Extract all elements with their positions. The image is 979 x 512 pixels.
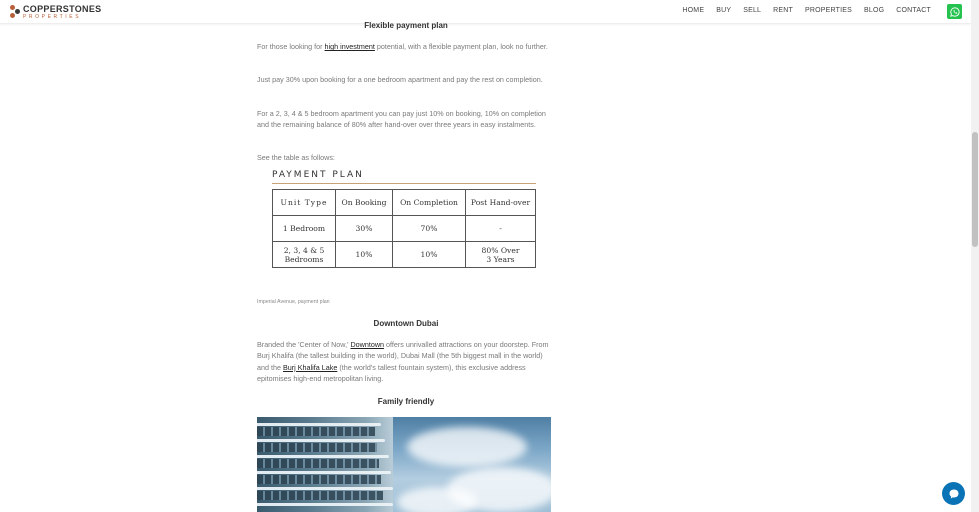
plan-header-on-booking: On Booking bbox=[336, 190, 393, 216]
plan-cell: 30% bbox=[336, 216, 393, 242]
nav-buy[interactable]: BUY bbox=[716, 7, 732, 14]
scrollbar-track[interactable] bbox=[971, 0, 979, 512]
heading-family-friendly: Family friendly bbox=[377, 397, 435, 406]
heading-downtown-dubai: Downtown Dubai bbox=[373, 319, 439, 328]
plan-cell: 80% Over 3 Years bbox=[466, 242, 536, 268]
paragraph-see-table: See the table as follows: bbox=[257, 153, 335, 162]
plan-cell: - bbox=[466, 216, 536, 242]
plan-cell: 10% bbox=[336, 242, 393, 268]
brand-sub: PROPERTIES bbox=[23, 13, 82, 20]
paragraph-investment: For those looking for high investment potential, with a flexible payment plan, look no further. bbox=[257, 42, 548, 51]
image-caption: Imperial Avenue, payment plan bbox=[257, 299, 330, 305]
family-friendly-photo bbox=[257, 417, 551, 512]
plan-header-unit-type: Unit Type bbox=[273, 190, 336, 216]
nav-contact[interactable]: CONTACT bbox=[896, 7, 931, 14]
payment-plan-rule bbox=[272, 183, 536, 184]
plan-header-post-handover: Post Hand-over bbox=[466, 190, 536, 216]
link-burj-khalifa-lake[interactable]: Burj Khalifa Lake bbox=[282, 362, 338, 372]
payment-plan-image bbox=[272, 170, 537, 264]
paragraph-multi-bedroom: For a 2, 3, 4 & 5 bedroom apartment you can pay just 10% on booking, 10% on completion and the remaining balance of 80% after hand-over over three years in easy instalments. bbox=[257, 109, 546, 130]
link-downtown[interactable]: Downtown bbox=[350, 340, 385, 349]
whatsapp-icon bbox=[950, 7, 960, 17]
nav-rent[interactable]: RENT bbox=[773, 7, 794, 14]
brand-name: COPPERSTONES bbox=[23, 3, 102, 14]
plan-row bbox=[273, 242, 536, 268]
link-high-investment[interactable]: high investment bbox=[324, 42, 375, 51]
nav-home[interactable]: HOME bbox=[682, 7, 705, 14]
chat-button[interactable] bbox=[942, 482, 965, 505]
plan-cell: 10% bbox=[393, 242, 466, 268]
brand-logo[interactable] bbox=[10, 4, 101, 20]
payment-plan-table bbox=[272, 189, 536, 268]
plan-cell: 1 Bedroom bbox=[273, 216, 336, 242]
nav-blog[interactable]: BLOG bbox=[864, 7, 885, 14]
nav-properties[interactable]: PROPERTIES bbox=[805, 7, 853, 14]
paragraph-downtown: Branded the 'Center of Now,' Downtown offers unrivalled attractions on your doorstep. From Burj Khalifa (the tallest building in the world), Dubai Mall (the 5th biggest mall in the world) and the Burj Khalifa Lake (the world's tallest fountain system), this exclusive address epitomises high-end metropolitan living. bbox=[257, 340, 549, 384]
chat-bubble-icon bbox=[948, 488, 960, 500]
payment-plan-title: PAYMENT PLAN bbox=[272, 170, 364, 180]
building-tower bbox=[257, 417, 393, 512]
plan-cell: 70% bbox=[393, 216, 466, 242]
main-nav bbox=[670, 7, 931, 14]
plan-header-on-completion: On Completion bbox=[393, 190, 466, 216]
heading-flexible-payment: Flexible payment plan bbox=[364, 21, 448, 30]
logo-mark-icon bbox=[10, 5, 20, 19]
plan-row bbox=[273, 216, 536, 242]
whatsapp-button[interactable] bbox=[947, 4, 962, 19]
plan-cell: 2, 3, 4 & 5 Bedrooms bbox=[273, 242, 336, 268]
paragraph-one-bedroom: Just pay 30% upon booking for a one bedroom apartment and pay the rest on completion. bbox=[257, 75, 543, 84]
scrollbar-thumb[interactable] bbox=[972, 132, 978, 247]
nav-sell[interactable]: SELL bbox=[743, 7, 762, 14]
